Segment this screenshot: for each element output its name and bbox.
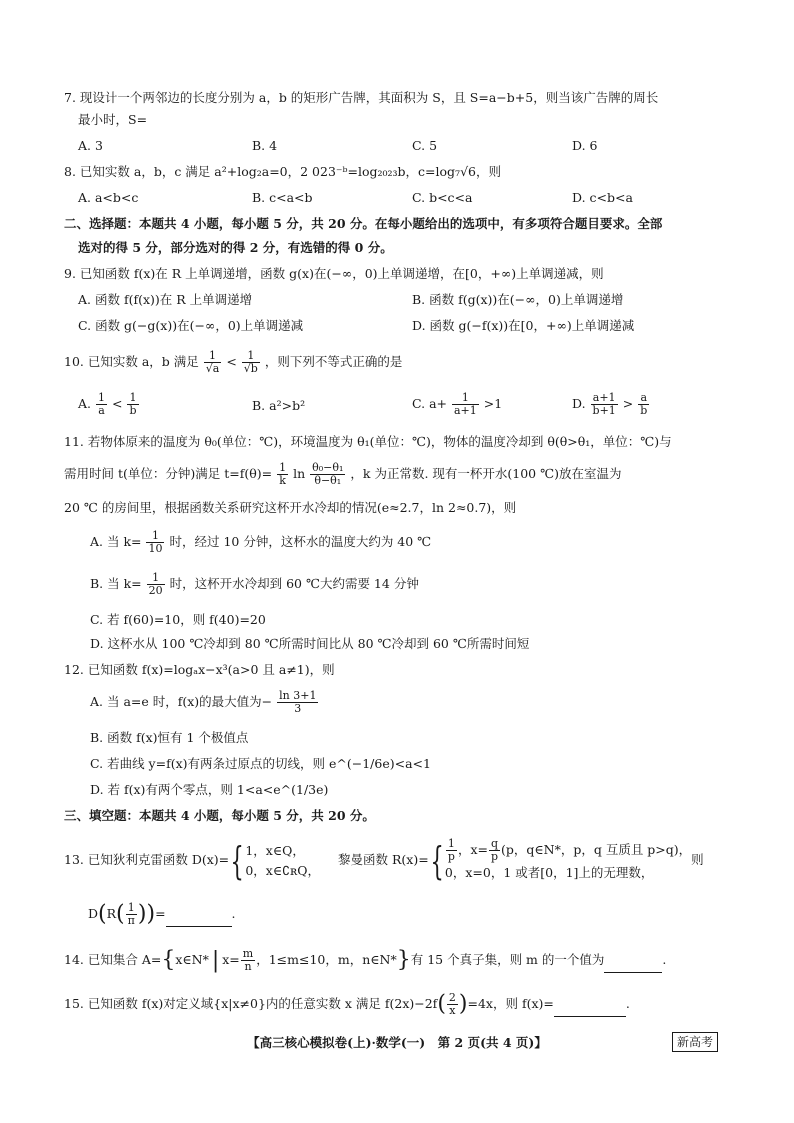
q11-option-b: B. 当 k= $\frac{1}{20}$ 时，这杯开水冷却到 60 ℃大约需要 14 分钟 [90, 571, 419, 597]
q7-line1: 7. 现设计一个两邻边的长度分别为 a，b 的矩形广告牌，其面积为 S，且 S=a−b+5，则当该广告牌的周长 [64, 90, 659, 105]
q13-line1: 13. 已知狄利克雷函数 D(x)={ 1，x∈Q， 0，x∈∁ʀQ， 黎曼函数 R(x)={ $\frac{1}{p}$ ，x= $\frac{q}{p}$ (p，q∈N*，p，q 互质且 p>q)， 0，x=0，1 或者[0，1]上的无理数， 则 [64, 837, 704, 883]
q10-stem: 10. 已知实数 a，b 满足 $\frac{1}{√a}$ < $\frac{1}{√b}$ ，则下列不等式正确的是 [64, 349, 403, 375]
q10-option-d: D. $\frac{a+1}{b+1}$ > $\frac{a}{b}$ [572, 391, 648, 417]
q12-option-b: B. 函数 f(x)恒有 1 个极值点 [90, 730, 249, 745]
q10-option-a: A. $\frac{1}{a}$ < $\frac{1}{b}$ [78, 391, 137, 417]
q13-line2: D(R( $\frac{1}{\pi}$ ))= . [88, 901, 236, 927]
page-footer: 【高三核心模拟卷(上)·数学(一) 第 2 页(共 4 页)】 [247, 1035, 547, 1050]
q9-stem: 9. 已知函数 f(x)在 R 上单调递增，函数 g(x)在(−∞，0)上单调递增，在[0，+∞)上单调递减，则 [64, 266, 604, 281]
q11-line3: 20 ℃ 的房间里，根据函数关系研究这杯开水冷却的情况(e≈2.7，ln 2≈0.7)，则 [64, 500, 517, 515]
q12-option-a: A. 当 a=e 时，f(x)的最大值为− $\frac{\ln 3+1}{3}$ [90, 689, 317, 715]
q8-option-a: A. a<b<c [78, 190, 139, 205]
q7-option-a: A. 3 [78, 138, 103, 153]
q14-line: 14. 已知集合 A={x∈N* | x= $\frac{m}{n}$ ，1≤m≤10，m，n∈N*}有 15 个真子集，则 m 的一个值为 . [64, 947, 667, 973]
q9-option-c: C. 函数 g(−g(x))在(−∞，0)上单调递减 [78, 318, 304, 333]
q10-frac-1-sqrt-a: $\frac{1}{√a}$ [205, 349, 220, 375]
q10-option-b: B. a²>b² [252, 398, 306, 413]
q10-frac-1-sqrt-b: $\frac{1}{√b}$ [243, 349, 258, 375]
q8-option-b: B. c<a<b [252, 190, 313, 205]
q11-option-d: D. 这杯水从 100 ℃冷却到 80 ℃所需时间比从 80 ℃冷却到 60 ℃所需时间短 [90, 636, 530, 651]
q15-answer-blank [554, 1002, 626, 1017]
q12-option-d: D. 若 f(x)有两个零点，则 1<a<e^(1/3e) [90, 782, 329, 797]
q7-option-d: D. 6 [572, 138, 598, 153]
section2-heading-cont: 选对的得 5 分，部分选对的得 2 分，有选错的得 0 分。 [78, 240, 393, 255]
q7-option-c: C. 5 [412, 138, 438, 153]
q9-option-b: B. 函数 f(g(x))在(−∞，0)上单调递增 [412, 292, 624, 307]
q12-stem: 12. 已知函数 f(x)=logₐx−x³(a>0 且 a≠1)，则 [64, 662, 335, 677]
section3-heading: 三、填空题：本题共 4 小题，每小题 5 分，共 20 分。 [64, 808, 375, 823]
q7-option-b: B. 4 [252, 138, 278, 153]
q8-stem: 8. 已知实数 a，b，c 满足 a²+log₂a=0，2 023⁻ᵇ=log₂₀₂₃b，c=log₇√6，则 [64, 164, 501, 179]
q13-answer-blank [166, 912, 232, 927]
q7-line2: 最小时，S= [78, 112, 148, 127]
q12-option-c: C. 若曲线 y=f(x)有两条过原点的切线，则 e^(−1/6e)<a<1 [90, 756, 431, 771]
q11-line1: 11. 若物体原来的温度为 θ₀(单位：℃)，环境温度为 θ₁(单位：℃)，物体的温度冷却到 θ(θ>θ₁，单位：℃)与 [64, 434, 672, 449]
q13-dirichlet-cases: 1，x∈Q， 0，x∈∁ʀQ， [245, 842, 321, 878]
q11-option-a: A. 当 k= $\frac{1}{10}$ 时，经过 10 分钟，这杯水的温度大约为 40 ℃ [90, 529, 432, 555]
q13-riemann-cases: $\frac{1}{p}$ ，x= $\frac{q}{p}$ (p，q∈N*，p，q 互质且 p>q)， 0，x=0，1 或者[0，1]上的无理数， [444, 837, 692, 880]
new-gaokao-badge: 新高考 [672, 1032, 718, 1052]
q15-line: 15. 已知函数 f(x)对定义域{x|x≠0}内的任意实数 x 满足 f(2x)−2f( $\frac{2}{x}$ )=4x，则 f(x)= . [64, 991, 630, 1017]
q9-option-a: A. 函数 f(f(x))在 R 上单调递增 [78, 292, 253, 307]
q8-option-d: D. c<b<a [572, 190, 633, 205]
q9-option-d: D. 函数 g(−f(x))在[0，+∞)上单调递减 [412, 318, 635, 333]
q14-answer-blank [604, 958, 662, 973]
q10-option-c: C. a+ $\frac{1}{a+1}$ >1 [412, 391, 503, 417]
q11-line2: 需用时间 t(单位：分钟)满足 t=f(θ)= $\frac{1}{k}$ ln $\frac{\text{θ₀−θ₁}}{\text{θ−θ₁}}$ ，k 为正常数. 现有一杯开水(100 ℃)放在室温为 [64, 461, 622, 487]
q11-option-c: C. 若 f(60)=10，则 f(40)=20 [90, 612, 266, 627]
section2-heading: 二、选择题：本题共 4 小题，每小题 5 分，共 20 分。在每小题给出的选项中，有多项符合题目要求。全部 [64, 216, 663, 231]
q8-option-c: C. b<c<a [412, 190, 473, 205]
